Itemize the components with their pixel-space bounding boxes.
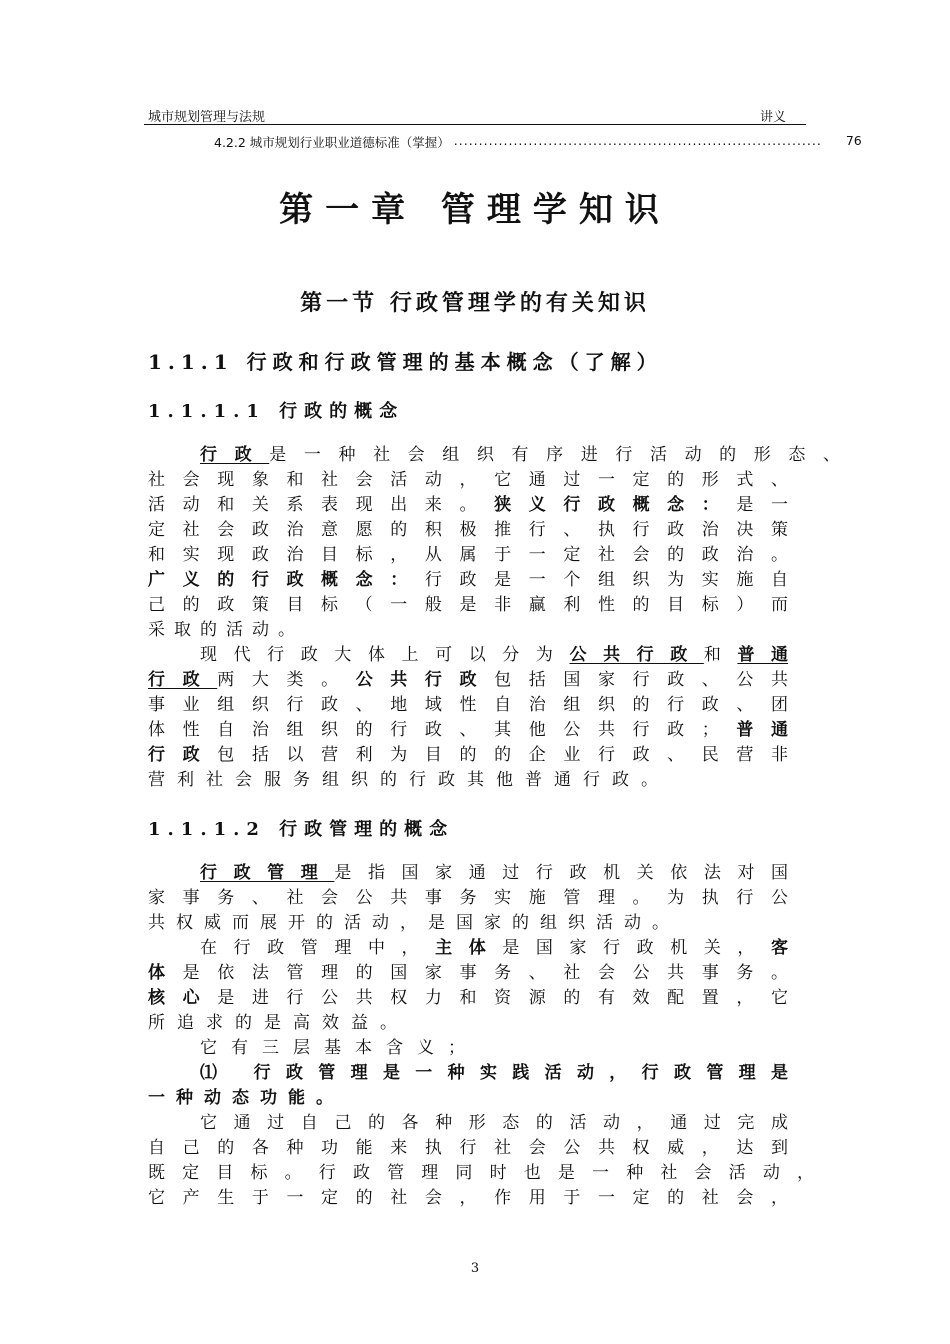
text-span: 事业组织行政、地域性自治组织的行政、团 [148,695,788,715]
paragraph-meaning-1 [148,1061,788,1111]
text-span: 营利社会服务组织的行政其他普通行政。 [148,770,670,790]
text-span: 己的政策目标（一般是非赢利性的目标）而 [148,595,788,615]
text-span: 自己的各种功能来执行社会公共权威，达到 [148,1138,788,1158]
term-general-bold: 普通 [718,720,789,740]
meaning-1-heading-cont: 一种动态功能。 [148,1088,344,1108]
paragraph-administration-concept [148,443,841,643]
text-span: 是进行公共权力和资源的有效配置，它 [217,988,789,1008]
text-span: 两大类。 [217,670,356,690]
page-number: 3 [470,1261,480,1276]
text-span: 和实现政治目标，从属于一定社会的政治。 [148,545,788,565]
term-object-cont: 体 [148,963,183,983]
heading-1-1-1-1: 1.1.1.1 行政的概念 [148,401,405,422]
text-span: 它通过自己的各种形态的活动，通过完成 [200,1113,788,1133]
meaning-1-heading: ⑴ 行政管理是一种实践活动，行政管理是 [200,1063,788,1083]
term-general-bold-cont: 行政 [148,745,218,765]
paragraph-administration-types [148,643,788,793]
text-span: 行政是一个组织为实施自 [424,570,789,590]
text-span: 采取的活动。 [148,620,304,640]
term-general-administration-cont: 行政 [148,670,218,690]
term-narrow-concept: 狭义行政概念： [494,495,737,515]
text-span: 包括以营利为目的的企业行政、民营非 [217,745,789,765]
text-span: 是国家行政机关， [502,938,772,958]
text-span: 它有三层基本含义； [200,1038,479,1058]
text-span: 是一种社会组织有序进行活动的形态、 [269,445,841,465]
term-object: 客 [771,938,789,958]
text-span: 和 [703,645,738,665]
heading-1-1-1-2: 1.1.1.2 行政管理的概念 [148,819,455,840]
term-subject: 主体 [435,938,503,958]
text-span: 是指国家通过行政机关依法对国 [334,863,789,883]
toc-label: 4.2.2 城市规划行业职业道德标准（掌握） [214,135,450,150]
toc-page-number: 76 [845,133,862,148]
term-public-administration: 公共行政 [569,645,704,665]
text-span: 既定目标。行政管理同时也是一种社会活动， [148,1163,814,1183]
text-span: 包括国家行政、公共 [494,670,789,690]
text-span: 定社会政治意愿的积极推行、执行政治决策 [148,520,788,540]
term-core: 核心 [148,988,218,1008]
header-label: 讲义 [759,110,786,125]
toc-entry[interactable] [214,133,862,151]
paragraph-three-meanings [148,1036,788,1061]
text-span: 社会现象和社会活动，它通过一定的形式、 [148,470,788,490]
toc-leader-dots: .......................................................................... [453,133,822,148]
page-header [144,104,806,125]
text-span: 家事务、社会公共事务实施管理。为执行公 [148,888,788,908]
text-span: 所追求的是高效益。 [148,1013,409,1033]
paragraph-management-subject [148,936,788,1036]
text-span: 它产生于一定的社会，作用于一定的社会， [148,1188,788,1208]
header-title: 城市规划管理与法规 [148,110,266,125]
heading-1-1-1: 1.1.1 行政和行政管理的基本概念（了解） [148,350,663,374]
section-title: 第一节 行政管理学的有关知识 [300,291,650,316]
text-span: 在行政管理中， [200,938,436,958]
term-general-administration: 普通 [737,645,789,665]
term-administration: 行政 [200,445,270,465]
term-public-administration-bold: 公共行政 [355,670,495,690]
text-span: 活动和关系表现出来。 [148,495,495,515]
text-span: 现代行政大体上可以分为 [200,645,570,665]
paragraph-meaning-1-body [148,1111,814,1211]
chapter-title: 第一章 管理学知识 [279,190,671,230]
text-span: 是一 [736,495,789,515]
term-broad-concept: 广义的行政概念： [148,570,425,590]
paragraph-management-concept [148,861,788,936]
text-span: 体性自治组织的行政、其他公共行政； [148,720,719,740]
term-administrative-management: 行政管理 [200,863,335,883]
text-span: 共权威而展开的活动，是国家的组织活动。 [148,913,680,933]
text-span: 是依法管理的国家事务、社会公共事务。 [182,963,789,983]
